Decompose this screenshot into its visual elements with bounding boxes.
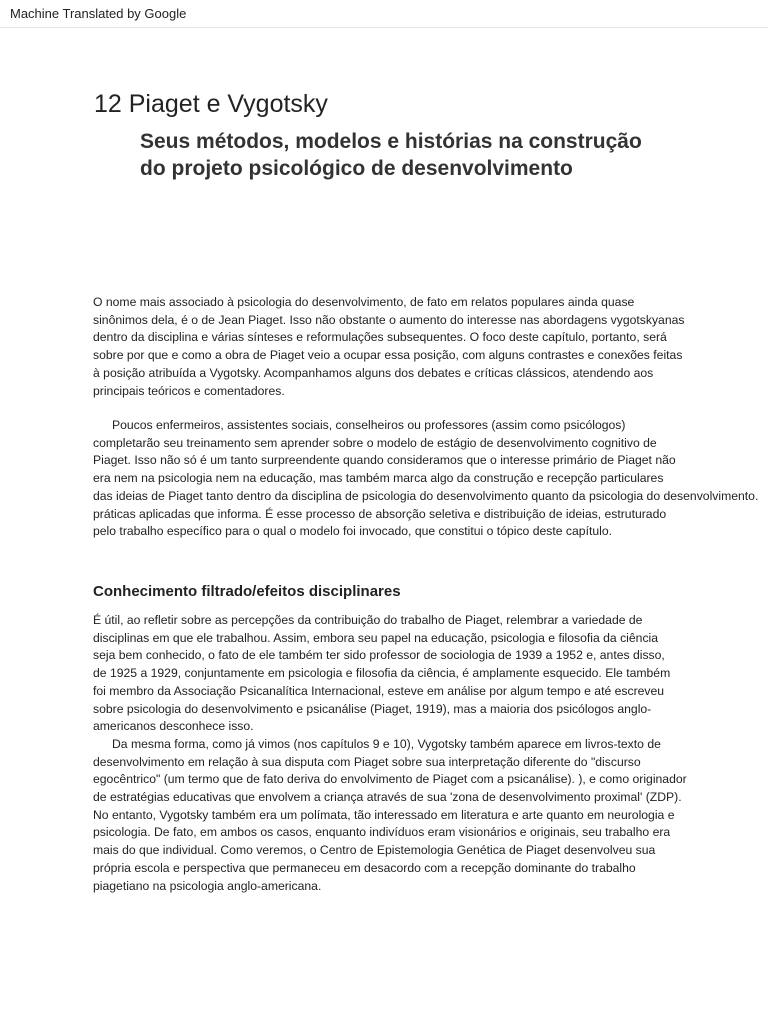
text-line: das ideias de Piaget tanto dentro da disciplina de psicologia do desenvolvimento quanto da psicologia do desenvolvimento. bbox=[93, 488, 759, 503]
subtitle-line: do projeto psicológico de desenvolvimento bbox=[140, 157, 573, 180]
text-line: de estratégias educativas que envolvem a criança através de sua 'zona de desenvolvimento proximal' (ZDP). bbox=[93, 790, 682, 805]
text-line: principais teóricos e comentadores. bbox=[93, 383, 285, 398]
chapter-subtitle bbox=[140, 128, 700, 182]
text-line: de 1925 a 1929, conjuntamente em psicologia e filosofia da ciência, é amplamente esquecido. Ele também bbox=[93, 666, 671, 681]
text-line: O nome mais associado à psicologia do desenvolvimento, de fato em relatos populares ainda quase bbox=[93, 295, 635, 309]
text-line: É útil, ao refletir sobre as percepções da contribuição do trabalho de Piaget, relembrar a variedade de bbox=[93, 613, 643, 627]
text-line: Piaget. Isso não só é um tanto surpreendente quando consideramos que o interesse primário de Piaget não bbox=[93, 453, 676, 468]
text-line: própria escola e perspectiva que permaneceu em desacordo com a recepção dominante do trabalho bbox=[93, 860, 636, 875]
text-line: práticas aplicadas que informa. É esse processo de absorção seletiva e distribuição de ideias, estruturado bbox=[93, 506, 667, 521]
intro-paragraph-1 bbox=[93, 294, 758, 400]
text-line: egocêntrico" (um termo que de fato deriva do envolvimento de Piaget com a psicanálise). ), e como originador bbox=[93, 772, 687, 787]
subtitle-line: Seus métodos, modelos e histórias na construção bbox=[140, 130, 642, 153]
text-line: pelo trabalho específico para o qual o modelo foi invocado, que constitui o tópico deste capítulo. bbox=[93, 524, 612, 539]
text-line: mais do que individual. Como veremos, o Centro de Epistemologia Genética de Piaget desenvolveu sua bbox=[93, 843, 656, 858]
text-line: dentro da disciplina e várias sínteses e reformulações subsequentes. O foco deste capítulo, portanto, será bbox=[93, 330, 667, 345]
text-line: piagetiano na psicologia anglo-americana. bbox=[93, 878, 322, 893]
text-line: No entanto, Vygotsky também era um polímata, tão interessado em literatura e arte quanto em neurologia e bbox=[93, 807, 675, 822]
text-line: completarão seu treinamento sem aprender sobre o modelo de estágio de desenvolvimento cognitivo de bbox=[93, 435, 657, 450]
text-line: disciplinas em que ele trabalhou. Assim, embora seu papel na educação, psicologia e filosofia da ciência bbox=[93, 630, 659, 645]
text-line: Da mesma forma, como já vimos (nos capítulos 9 e 10), Vygotsky também aparece em livros-texto de bbox=[112, 736, 661, 751]
text-line: sobre por que e como a obra de Piaget veio a ocupar essa posição, com alguns contrastes e conexões feitas bbox=[93, 348, 683, 363]
text-line: era nem na psicologia nem na educação, mas também marca algo da construção e recepção particulares bbox=[93, 471, 664, 486]
text-line: Poucos enfermeiros, assistentes sociais, conselheiros ou professores (assim como psicólogos) bbox=[112, 418, 626, 432]
text-line: à posição atribuída a Vygotsky. Acompanhamos alguns dos debates e críticas clássicos, atendendo aos bbox=[93, 365, 654, 380]
intro-paragraph-2 bbox=[93, 417, 758, 541]
section-heading: Conhecimento filtrado/efeitos disciplinares bbox=[93, 583, 401, 600]
text-line: desenvolvimento em relação à sua disputa com Piaget sobre sua interpretação diferente do "discurso bbox=[93, 754, 641, 769]
text-line: americanos desconhece isso. bbox=[93, 719, 254, 734]
section-body bbox=[93, 612, 758, 895]
text-line: sobre psicologia do desenvolvimento e psicanálise (Piaget, 1919), mas a maioria dos psicólogos anglo- bbox=[93, 701, 652, 716]
machine-translation-banner bbox=[0, 0, 768, 28]
text-line: seja bem conhecido, o fato de ele também ter sido professor de sociologia de 1939 a 1952 e, antes disso, bbox=[93, 648, 665, 663]
text-line: sinônimos dela, é o de Jean Piaget. Isso não obstante o aumento do interesse nas abordagens vygotskyanas bbox=[93, 312, 685, 327]
text-line: foi membro da Associação Psicanalítica Internacional, esteve em análise por algum tempo e até escreveu bbox=[93, 683, 665, 698]
machine-translated-label: Machine Translated by Google bbox=[10, 6, 187, 21]
chapter-title: 12 Piaget e Vygotsky bbox=[94, 90, 328, 118]
text-line: psicologia. De fato, em ambos os casos, enquanto indivíduos eram visionários e originais, seu trabalho era bbox=[93, 825, 671, 840]
